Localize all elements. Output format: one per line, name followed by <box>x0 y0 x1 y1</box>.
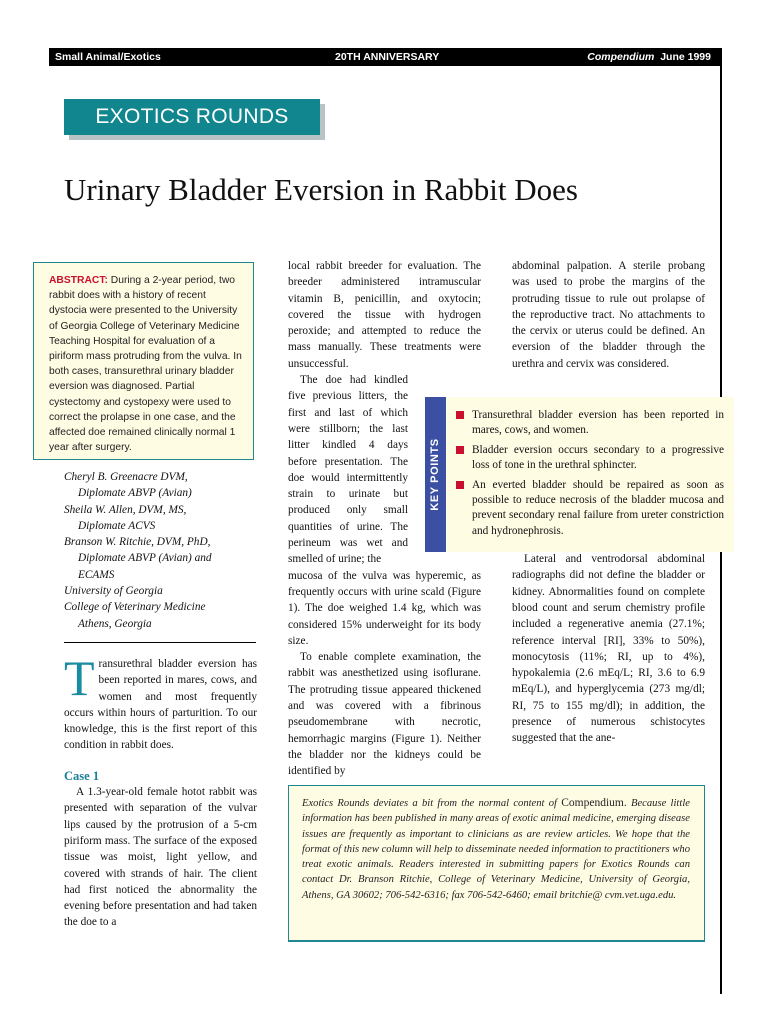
column-note-box <box>288 785 705 942</box>
key-points-label: KEY POINTS <box>429 438 441 511</box>
abstract-heading: ABSTRACT: <box>49 275 108 286</box>
col2-paragraph-1: local rabbit breeder for evaluation. The breeder administered intramuscular vitamin B, penicillin, and oxytocin; covered the tissue with hydrogen peroxide; and attempted to reduce the mass manually. These treatments were unsuccessful. <box>288 260 481 370</box>
col3-paragraph-1: abdominal palpation. A sterile probang was used to probe the margins of the protruding tissue to rule out prolapse of the reproductive tract. No attachments to the cervix or uterus could be defined. An eversion of the bladder through the urethra and cervix was considered. <box>512 260 705 370</box>
col2-paragraph-3: To enable complete examination, the rabbit was anesthetized using isoflurane. The protruding tissue appeared thickened and was covered with a fibrinous pseudomembrane with necrotic, hemorrhagic margins (Figure 1). Neither the bladder nor the kidneys could be identified by <box>288 651 481 778</box>
col3-paragraph-2: Lateral and ventrodorsal abdominal radiographs did not define the bladder or kidney. Abnormalities found on complete blood count and serum chemistry profile included a regenerative anemia (27.1%; reference interval [RI], 33% to 50%), monocytosis (11%; RI, up to 4%), hypokalemia (2.6 mEq/L; RI, 3.6 to 6.9 mEq/L), and hyperglycemia (273 mg/dl; RI, 75 to 155 mg/dl); in addition, the presence of numerous schistocytes suggested that the ane- <box>512 553 705 745</box>
key-points-tab <box>425 397 446 552</box>
section-label: EXOTICS ROUNDS <box>64 99 320 135</box>
key-point-item <box>456 408 724 439</box>
key-point-item <box>456 443 724 474</box>
article-title: Urinary Bladder Eversion in Rabbit Does <box>64 172 578 207</box>
author-line: Diplomate ACVS <box>78 519 156 532</box>
col2-paragraph-2-continued: mucosa of the vulva was hyperemic, as frequently occurs with urine scald (Figure 1). The doe weighed 1.4 kg, which was considered 15% underweight for its body size. <box>288 569 481 647</box>
note-body: Because little information has been published in many areas of exotic animal medicine, emerging disease issues are frequently as important to clinicians as are review articles. We hope that the format of this new column will help to disseminate needed information to practitioners who treat exotic animals. Readers interested in submitting papers for Exotics Rounds can contact Dr. Branson Ritchie, College of Veterinary Medicine, University of Georgia, Athens, GA 30602; 706-542-6316; fax 706-542-6460; email britchie@ cvm.vet.uga.edu. <box>302 798 690 901</box>
case-heading: Case 1 <box>64 768 100 783</box>
key-points-box <box>425 397 734 552</box>
author-line: Branson W. Ritchie, DVM, PhD, <box>64 536 211 549</box>
square-bullet-icon <box>456 411 464 419</box>
intro-text: ransurethral bladder eversion has been reported in mares, cows, and women and most frequently occurs within hours of parturition. To our knowledge, this is the first report of this condition in rabbit does. <box>64 658 257 752</box>
col2-paragraph-2-wrapped: The doe had kindled five previous litters, the first and last of which were stillborn; the last litter kindled 4 days before presentation. The doe would intermittently strain to urinate but produced only small quantities of urine. The perineum was wet and smelled of urine; the <box>288 374 408 566</box>
header-publication: Compendium <box>587 51 655 63</box>
key-points-list <box>456 408 724 543</box>
key-point-text: An everted bladder should be repaired as soon as possible to reduce necrosis of the bladder mucosa and prevent secondary renal failure from ureter constriction and hydronephrosis. <box>472 478 724 537</box>
column-1 <box>64 650 257 931</box>
author-list <box>64 469 264 632</box>
column-divider-rule <box>64 642 256 643</box>
running-header <box>49 48 722 66</box>
author-line: Diplomate ABVP (Avian) <box>78 487 192 500</box>
author-line: University of Georgia <box>64 585 163 598</box>
author-line: Sheila W. Allen, DVM, MS, <box>64 503 187 516</box>
author-line: Cheryl B. Greenacre DVM, <box>64 471 188 483</box>
header-date: June 1999 <box>660 51 711 63</box>
square-bullet-icon <box>456 481 464 489</box>
note-publication: Compendium. <box>561 797 627 809</box>
square-bullet-icon <box>456 446 464 454</box>
abstract-box <box>33 262 254 460</box>
header-section: Small Animal/Exotics <box>55 51 161 63</box>
header-issue <box>587 51 711 63</box>
abstract-text: During a 2-year period, two rabbit does with a history of recent dystocia were presented to the University of Georgia College of Veterinary Medicine Teaching Hospital for evaluation of a piriform mass protruding from the vulva. In both cases, transurethral urinary bladder eversion was diagnosed. Partial cystectomy and cystopexy were used to correct the prolapse in one case, and the affected doe remained clinically normal 1 year after surgery. <box>49 275 242 454</box>
case-paragraph: A 1.3-year-old female hotot rabbit was presented with separation of the vulvar lips caused by the protrusion of a 5-cm piriform mass. The surface of the exposed tissue was moist, light yellow, and covered with strands of hair. The client had first noticed the abnormality the evening before presentation and had taken the doe to a <box>64 786 257 929</box>
key-point-item <box>456 478 724 540</box>
header-anniversary: 20TH ANNIVERSARY <box>335 51 440 63</box>
author-line: College of Veterinary Medicine <box>64 601 206 614</box>
drop-cap: T <box>64 650 95 706</box>
author-line: Athens, Georgia <box>78 617 152 630</box>
note-lead: Exotics Rounds deviates a bit from the normal content of <box>302 798 557 809</box>
key-point-text: Bladder eversion occurs secondary to a progressive loss of tone in the urethral sphincter. <box>472 443 724 472</box>
intro-paragraph <box>64 650 257 754</box>
key-point-text: Transurethral bladder eversion has been reported in mares, cows, and women. <box>472 409 724 437</box>
author-line: Diplomate ABVP (Avian) and <box>78 552 212 565</box>
author-line: ECAMS <box>78 568 115 581</box>
